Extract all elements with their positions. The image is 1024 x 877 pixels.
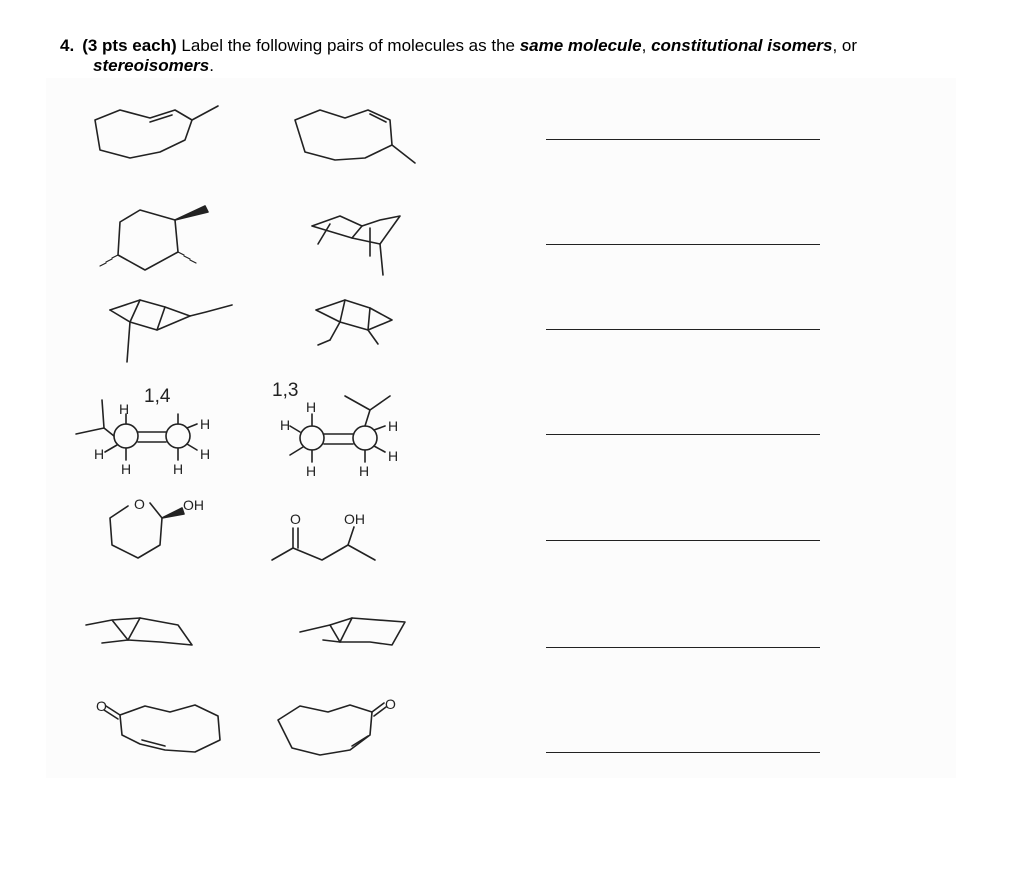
atom-label-h: H [306, 463, 317, 479]
atom-label-h: H [173, 461, 184, 477]
answer-line-6[interactable] [546, 647, 820, 648]
answer-line-1[interactable] [546, 139, 820, 140]
pair2-right-chair [312, 216, 400, 275]
pair7-right-cyclodecenone [278, 703, 386, 755]
atom-label-h: H [200, 416, 211, 432]
pair7-left-cyclodecenone [104, 705, 220, 752]
atom-label-o: O [134, 496, 145, 512]
separator: , [641, 36, 652, 55]
term-same-molecule: same molecule [519, 36, 642, 55]
pair5-right-hydroxyketone [272, 527, 375, 560]
pair5-left-oxane [110, 503, 184, 558]
answer-line-2[interactable] [546, 244, 820, 245]
pair2-left-dimethylcyclohexane [100, 206, 208, 270]
answer-line-4[interactable] [546, 434, 820, 435]
term-stereoisomers: stereoisomers [93, 56, 210, 75]
pair1-right-cyclodecene [295, 110, 415, 163]
pair6-left-chair [86, 618, 192, 645]
atom-label-h: H [359, 463, 370, 479]
pair1-left-cyclodecene [95, 106, 218, 158]
answer-line-3[interactable] [546, 329, 820, 330]
answer-line-7[interactable] [546, 752, 820, 753]
points-label: (3 pts each) [82, 36, 177, 55]
pair3-left-chair [110, 300, 232, 362]
pair4-right-newman [290, 396, 390, 462]
atom-label-oh: OH [183, 497, 204, 513]
atom-label-h: H [388, 448, 399, 464]
answer-line-5[interactable] [546, 540, 820, 541]
atom-label-h: H [388, 418, 399, 434]
period: . [209, 56, 214, 75]
atom-label-h: H [119, 401, 130, 417]
question-number: 4. [60, 36, 75, 55]
pair6-right-chair [300, 618, 405, 645]
instruction-text: Label the following pairs of molecules as the [176, 36, 520, 55]
atom-label-h: H [200, 446, 211, 462]
atom-label-h: H [280, 417, 291, 433]
atom-label-o: O [96, 698, 107, 714]
annotation-1-4: 1,4 [144, 386, 171, 407]
atom-label-h: H [121, 461, 132, 477]
pair3-right-chair [316, 300, 392, 345]
atom-label-h: H [94, 446, 105, 462]
annotation-1-3: 1,3 [272, 380, 299, 401]
term-constitutional-isomers: constitutional isomers [651, 36, 833, 55]
atom-label-h: H [306, 399, 317, 415]
atom-label-o: O [290, 511, 301, 527]
separator: , or [832, 36, 857, 55]
atom-label-o: O [385, 696, 396, 712]
atom-label-oh: OH [344, 511, 365, 527]
